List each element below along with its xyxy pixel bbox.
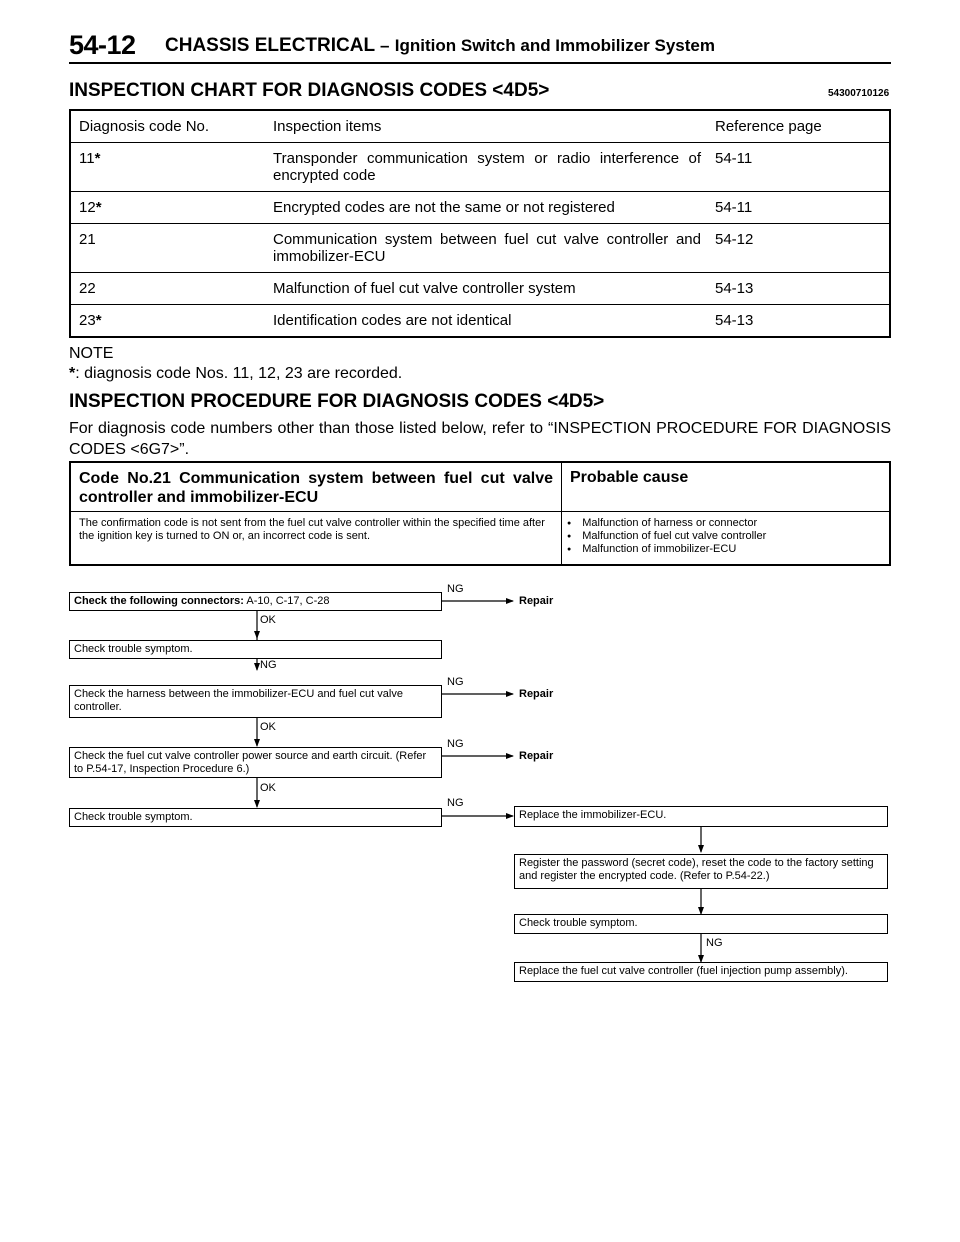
flow-repair: Repair [519, 750, 554, 762]
list-item: ● Malfunction of immobilizer-ECU [567, 543, 766, 556]
code21-title: Code No.21 Communication system between fuel cut valve controller and immobilizer-ECU [79, 470, 553, 506]
flow-step-check-symptom: Check trouble symptom. [514, 914, 888, 934]
flow-step-register-password: Register the password (secret code), reset the code to the factory setting and register the encrypted code. (Refer to P.54-22.) [514, 854, 888, 889]
code-cell: 22 [70, 273, 265, 305]
column-header: Inspection items [273, 118, 382, 135]
code-cell: 23* [70, 305, 265, 338]
flow-label-ok: OK [260, 782, 276, 794]
probable-cause-heading: Probable cause [570, 469, 689, 486]
column-header: Reference page [715, 118, 822, 135]
flow-label-ok: OK [260, 614, 276, 626]
note-text: *: diagnosis code Nos. 11, 12, 23 are recorded. [69, 365, 403, 382]
list-item: ● Malfunction of harness or connector [567, 517, 766, 530]
flow-label-ok: OK [260, 721, 276, 733]
flow-repair: Repair [519, 595, 554, 607]
flow-step-check-symptom: Check trouble symptom. [69, 640, 442, 659]
reference-code: 54300710126 [828, 88, 890, 99]
page-cell: 54-11 [707, 143, 890, 192]
page-cell: 54-11 [707, 192, 890, 224]
page-cell: 54-13 [707, 305, 890, 338]
item-cell: Communication system between fuel cut valve controller and immobilizer-ECU [265, 224, 707, 273]
flow-step-check-power-source: Check the fuel cut valve controller power source and earth circuit. (Refer to P.54-17, Inspection Procedure 6.) [69, 747, 442, 778]
column-header: Diagnosis code No. [79, 118, 210, 135]
flow-label-ng: NG [447, 738, 464, 750]
chapter-dash: – [380, 36, 390, 55]
flow-step-check-connectors: Check the following connectors: A-10, C-17, C-28 [69, 592, 442, 611]
flow-step-check-symptom: Check trouble symptom. [69, 808, 442, 827]
code21-description: The confirmation code is not sent from the fuel cut valve controller within the specified time after the ignition key is turned to ON or, an incorrect code is sent. [79, 517, 545, 542]
list-item: ● Malfunction of fuel cut valve controller [567, 530, 766, 543]
chapter-subtitle: Ignition Switch and Immobilizer System [394, 36, 715, 55]
chapter-name: CHASSIS ELECTRICAL [165, 35, 375, 56]
page-number: 54-12 [69, 30, 136, 60]
flow-label-ng: NG [447, 583, 464, 595]
code-cell: 21 [70, 224, 265, 273]
flow-label-ng: NG [706, 937, 723, 949]
flow-step-replace-immobilizer: Replace the immobilizer-ECU. [514, 806, 888, 827]
item-cell: Malfunction of fuel cut valve controller system [265, 273, 707, 305]
code-cell: 12* [70, 192, 265, 224]
inspection-chart-title: INSPECTION CHART FOR DIAGNOSIS CODES <4D5> [69, 80, 550, 101]
item-cell: Transponder communication system or radio interference of encrypted code [265, 143, 707, 192]
note-heading: NOTE [69, 345, 114, 362]
flow-label-ng: NG [260, 659, 277, 671]
flow-repair: Repair [519, 688, 554, 700]
item-cell: Identification codes are not identical [265, 305, 707, 338]
flow-step-check-harness: Check the harness between the immobilizer-ECU and fuel cut valve controller. [69, 685, 442, 718]
page-cell: 54-13 [707, 273, 890, 305]
flow-step-replace-controller: Replace the fuel cut valve controller (fuel injection pump assembly). [514, 962, 888, 982]
item-cell: Encrypted codes are not the same or not registered [265, 192, 707, 224]
code-cell: 11* [70, 143, 265, 192]
procedure-title: INSPECTION PROCEDURE FOR DIAGNOSIS CODES <4D5> [69, 391, 605, 412]
procedure-intro: For diagnosis code numbers other than those listed below, refer to “INSPECTION PROCEDURE FOR DIAGNOSIS CODES <6G7>”. [69, 420, 891, 458]
page-cell: 54-12 [707, 224, 890, 273]
flow-label-ng: NG [447, 676, 464, 688]
flow-label-ng: NG [447, 797, 464, 809]
